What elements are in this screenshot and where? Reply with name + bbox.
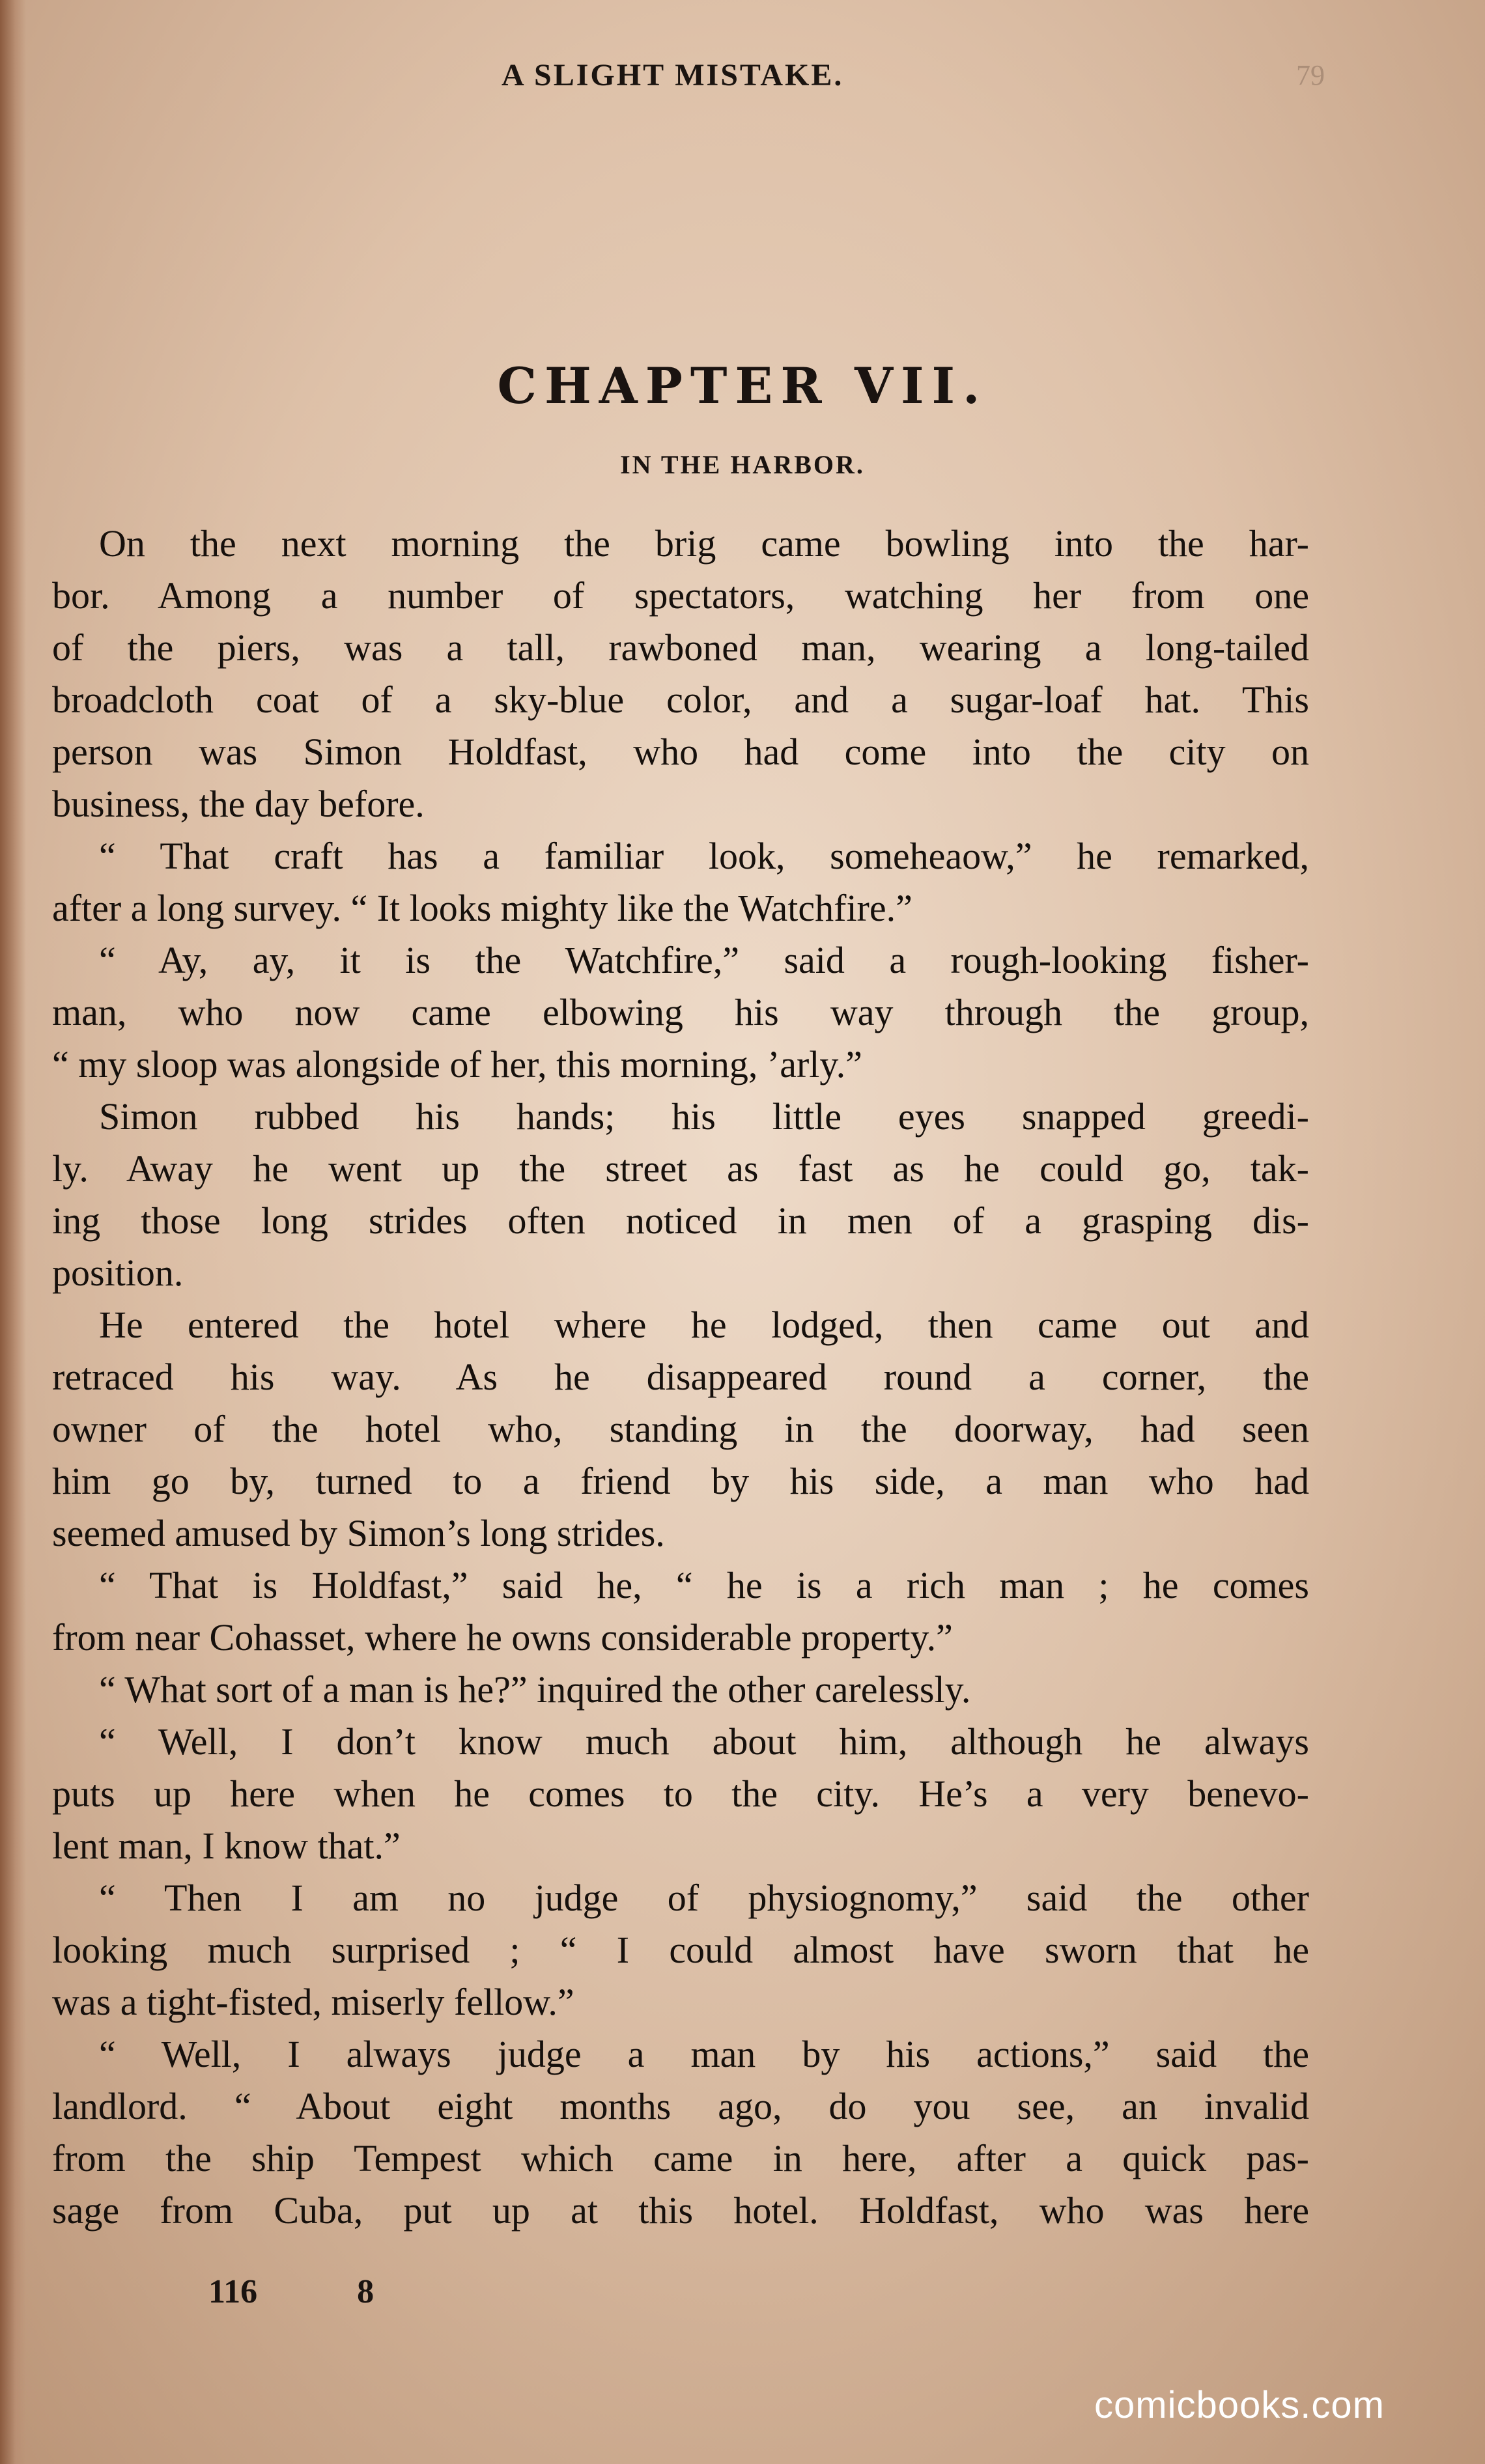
text-line: puts up here when he comes to the city. He’s a very benevo- bbox=[52, 1772, 1309, 1815]
text-line: Simon rubbed his hands; his little eyes snapped greedi- bbox=[99, 1095, 1309, 1138]
text-line: “ What sort of a man is he?” inquired the other carelessly. bbox=[99, 1668, 971, 1711]
text-line: ing those long strides often noticed in men of a grasping dis- bbox=[52, 1199, 1309, 1242]
text-line: of the piers, was a tall, rawboned man, wearing a long-tailed bbox=[52, 626, 1309, 669]
text-line: landlord. “ About eight months ago, do you see, an invalid bbox=[52, 2085, 1309, 2127]
chapter-title: CHAPTER VII. bbox=[497, 357, 988, 415]
text-line: man, who now came elbowing his way through the group, bbox=[52, 991, 1309, 1033]
text-line: position. bbox=[52, 1252, 184, 1294]
text-line: ly. Away he went up the street as fast as he could go, tak- bbox=[52, 1147, 1309, 1190]
text-line: lent man, I know that.” bbox=[52, 1825, 401, 1867]
text-line: person was Simon Holdfast, who had come into the city on bbox=[52, 731, 1309, 773]
page-number: 116 bbox=[208, 2273, 258, 2310]
text-line: “ That craft has a familiar look, someheaow,” he remarked, bbox=[99, 835, 1309, 877]
page-footer bbox=[208, 2273, 374, 2311]
watermark: comicbooks.com bbox=[1094, 2384, 1385, 2426]
signature-mark: 8 bbox=[357, 2273, 375, 2310]
text-line: bor. Among a number of spectators, watching her from one bbox=[52, 574, 1309, 617]
text-line: On the next morning the brig came bowling into the har- bbox=[99, 522, 1309, 565]
text-line: sage from Cuba, put up at this hotel. Holdfast, who was here bbox=[52, 2189, 1309, 2232]
text-line: from the ship Tempest which came in here, after a quick pas- bbox=[52, 2137, 1309, 2179]
text-line: “ Ay, ay, it is the Watchfire,” said a rough-looking fisher- bbox=[99, 939, 1309, 981]
text-line: business, the day before. bbox=[52, 783, 425, 825]
text-line: retraced his way. As he disappeared round a corner, the bbox=[52, 1356, 1309, 1398]
text-line: “ That is Holdfast,” said he, “ he is a rich man ; he comes bbox=[99, 1564, 1309, 1606]
text-line: He entered the hotel where he lodged, then came out and bbox=[99, 1304, 1309, 1346]
text-line: “ Well, I don’t know much about him, although he always bbox=[99, 1720, 1309, 1763]
text-line: seemed amused by Simon’s long strides. bbox=[52, 1512, 665, 1554]
text-line: from near Cohasset, where he owns considerable property.” bbox=[52, 1616, 953, 1659]
text-line: after a long survey. “ It looks mighty like the Watchfire.” bbox=[52, 887, 912, 929]
text-line: was a tight-fisted, miserly fellow.” bbox=[52, 1981, 574, 2023]
text-line: him go by, turned to a friend by his side, a man who had bbox=[52, 1460, 1309, 1502]
chapter-subtitle: IN THE HARBOR. bbox=[620, 450, 865, 479]
text-line: looking much surprised ; “ I could almost have sworn that he bbox=[52, 1929, 1309, 1971]
running-head: A SLIGHT MISTAKE. bbox=[502, 58, 844, 92]
text-line: “ Then I am no judge of physiognomy,” said the other bbox=[99, 1877, 1309, 1919]
text-line: “ Well, I always judge a man by his actions,” said the bbox=[99, 2033, 1309, 2075]
text-line: owner of the hotel who, standing in the doorway, had seen bbox=[52, 1408, 1309, 1450]
bleed-through-page-number: 79 bbox=[1296, 59, 1325, 91]
text-line: broadcloth coat of a sky-blue color, and a sugar-loaf hat. This bbox=[52, 679, 1309, 721]
body-text bbox=[52, 518, 1309, 2237]
text-line: “ my sloop was alongside of her, this morning, ’arly.” bbox=[52, 1043, 862, 1085]
